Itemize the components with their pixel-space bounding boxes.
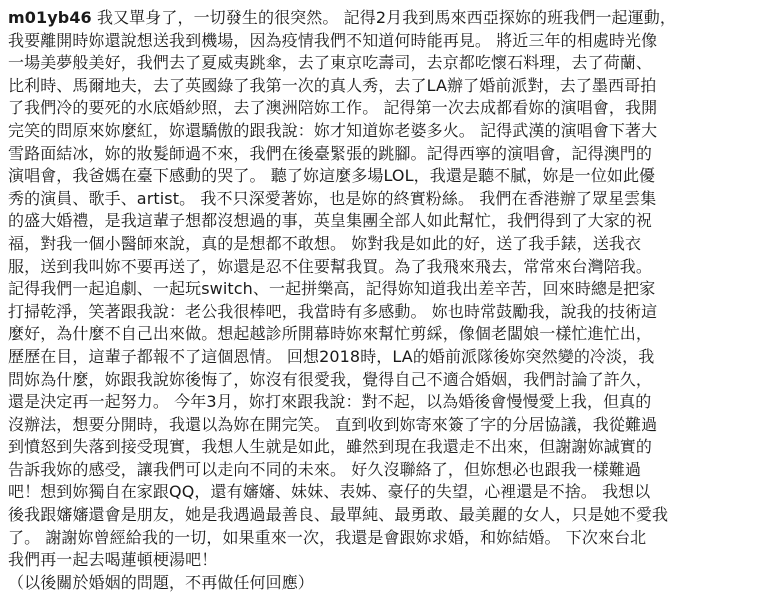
post-text-line: 告訴我妳的感受，讓我們可以走向不同的未來。 好久沒聯絡了，但妳想必也跟我一樣難過 xyxy=(8,459,642,479)
post-text-line: 還是決定再一起努力。 今年3月，妳打來跟我說：對不起，以為婚後會慢慢愛上我，但真的 xyxy=(8,392,652,412)
post-text-line: 我們再一起去喝蓮頓梗湯吧！ xyxy=(8,550,218,570)
post-text-line: 秀的演員、歌手、artist。 我不只深愛著妳，也是妳的終實粉絲。 我們在香港辦了眾星雲集 xyxy=(8,188,657,208)
post-text-line: 我又單身了，一切發生的很突然。 記得2月我到馬來西亞探妳的班我們一起運動， xyxy=(91,8,676,27)
post-text-line: 服，送到我叫妳不要再送了，妳還是忍不住要幫我買。為了我飛來飛去，常常來台灣陪我。 xyxy=(8,256,653,276)
post-text-line: 記得我們一起追劇、一起玩switch、一起拼樂高，記得妳知道我出差辛苦，回來時總是把家 xyxy=(8,279,656,299)
post-closing-note: （以後關於婚姻的問題，不再做任何回應） xyxy=(8,572,314,592)
post-text-line: 了。 謝謝妳曾經給我的一切，如果重來一次，我還是會跟妳求婚，和妳結婚。 下次來台北 xyxy=(8,527,647,547)
author-name: m01yb46 xyxy=(8,8,92,27)
post-text-line: 沒辦法，想要分開時，我還以為妳在開完笑。 直到收到妳寄來簽了字的分居協議，我從難過 xyxy=(8,414,658,434)
post-text-line: 雪路面結冰，妳的妝髮師過不來，我們在後臺緊張的跳腳。記得西寧的演唱會，記得澳門的 xyxy=(8,143,653,163)
post-text-line: 打掃乾淨，笑著跟我說：老公我很棒吧，我當時有多感動。 妳也時常鼓勵我，說我的技術這 xyxy=(8,301,658,321)
post-text-line: 歷歷在目，這輩子都報不了這個恩情。 回想2018時，LA的婚前派隊後妳突然變的冷淡，我 xyxy=(8,346,655,366)
post-text-line: 一場美夢般美好，我們去了夏威夷跳傘，去了東京吃壽司，去京都吃懷石料理，去了荷蘭、 xyxy=(8,53,653,73)
post-text-line: 演唱會，我爸媽在臺下感動的哭了。 聽了妳這麼多場LOL，我還是聽不膩，妳是一位如此優 xyxy=(8,166,656,186)
post-text-line: 問妳為什麼，妳跟我說妳後悔了，妳沒有很愛我，覺得自己不適合婚姻，我們討論了許久， xyxy=(8,369,653,389)
post-text-line: 福，對我一個小醫師來說，真的是想都不敢想。 妳對我是如此的好，送了我手錶，送我衣 xyxy=(8,233,642,253)
post-text-line: 完笑的問原來妳麼紅，妳還驕傲的跟我說：妳才知道妳老婆多火。 記得武漢的演唱會下著大 xyxy=(8,120,658,140)
post-text-line: 我要離開時妳還說想送我到機場，因為疫情我們不知道何時能再見。 將近三年的相處時光像 xyxy=(8,30,658,50)
post-text-line: 吧！想到妳獨自在家跟QQ，還有嬸嬸、妹妹、表姊、豪仔的失望，心裡還是不捨。 我想以 xyxy=(8,482,651,502)
post-text-line: 後我跟嬸嬸還會是朋友，她是我遇過最善良、最單純、最勇敢、最美麗的女人，只是她不愛我 xyxy=(8,505,669,525)
post-text-line: 了我們冷的要死的水底婚紗照，去了澳洲陪妳工作。 記得第一次去成都看妳的演唱會，我開 xyxy=(8,98,658,118)
post-body xyxy=(8,7,753,594)
post-text-line: 的盛大婚禮，是我這輩子想都沒想過的事，英皇集團全部人如此幫忙，我們得到了大家的祝 xyxy=(8,211,653,231)
post-text-line: 比利時、馬爾地夫，去了英國綠了我第一次的真人秀，去了LA辦了婚前派對，去了墨西哥拍 xyxy=(8,75,657,95)
post-line-first xyxy=(8,7,753,30)
post-text-line: 麼好，為什麼不自己出來做。想起越診所開幕時妳來幫忙剪綵，像個老闆娘一樣忙進忙出， xyxy=(8,324,653,344)
post-text-line: 到憤怒到失落到接受現實，我想人生就是如此，雖然到現在我還走不出來，但謝謝妳誠實的 xyxy=(8,437,653,457)
